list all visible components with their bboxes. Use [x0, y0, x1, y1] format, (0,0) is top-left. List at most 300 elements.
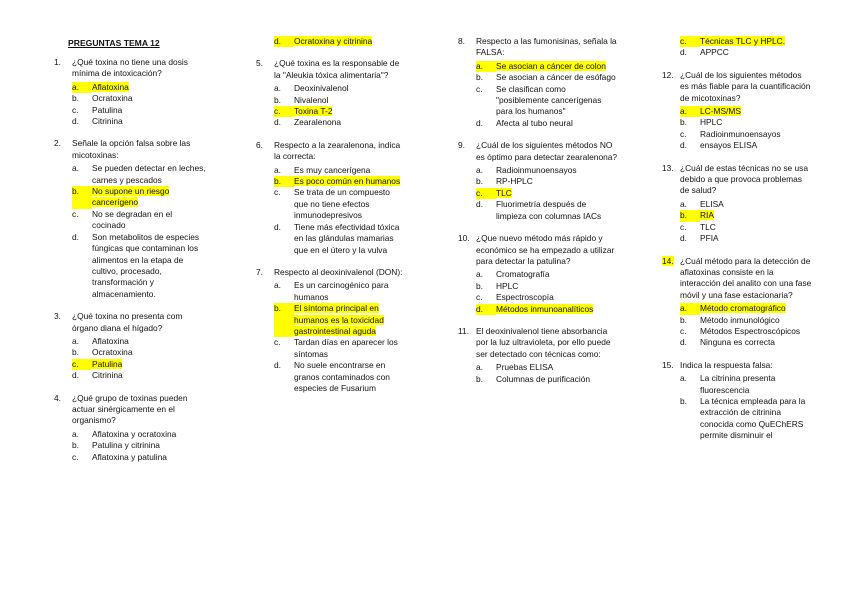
question-number-text: 11. [458, 325, 470, 336]
option-text [496, 118, 618, 129]
option-text [92, 82, 206, 93]
answer-option [54, 209, 206, 232]
option-text [700, 210, 812, 221]
answer-option [256, 360, 406, 394]
question [256, 58, 406, 81]
question-text: ¿Qué toxina es la responsable de la "Aleukia tóxica alimentaria"? [274, 58, 400, 80]
option-text [496, 374, 618, 385]
question-block [662, 360, 812, 442]
question-block [458, 36, 618, 129]
question-text: ¿Cuál de los siguientes métodos NO es óptimo para detectar zearalenona? [476, 140, 618, 162]
question [54, 393, 206, 427]
question-number [458, 233, 476, 267]
question-text: ¿Cuál de estas técnicas no se usa debido a que provoca problemas de salud? [680, 162, 809, 196]
question-number [54, 393, 72, 427]
option-list [458, 269, 618, 315]
option-text [294, 176, 406, 187]
option-text-content: La técnica empleada para la extracción de citrinina conocida como QuEChERS permite disminuir el [700, 395, 806, 441]
option-list [54, 163, 206, 300]
option-text-content: Se asocian a cáncer de colon [496, 60, 606, 71]
option-text-content: Método inmunológico [700, 314, 780, 325]
question-number [256, 140, 274, 163]
answer-option [54, 452, 206, 463]
question-number [256, 58, 274, 81]
option-letter: a. [476, 362, 483, 373]
question-text: Respecto a la zearalenona, indica la correcta: [274, 139, 401, 162]
answer-option [662, 315, 812, 326]
option-letter: c. [72, 451, 79, 462]
option-text-content: Son metabolitos de especies fúngicas que contaminan los alimentos en la etapa de cultivo, procesado, transformación y almacenamiento. [92, 231, 200, 299]
answer-option [458, 269, 618, 280]
answer-option [458, 281, 618, 292]
option-text-content: Pruebas ELISA [496, 362, 554, 373]
option-text [496, 188, 618, 199]
column-3 [458, 36, 618, 396]
option-text-content: No se degradan en el cocinado [92, 208, 173, 231]
question [458, 233, 618, 267]
answer-option [256, 280, 406, 303]
option-text-content: RP-HPLC [496, 176, 533, 187]
question [662, 70, 812, 104]
option-text [294, 106, 406, 117]
question [662, 163, 812, 197]
question-text: Respecto a las fumonisinas, señala la FALSA: [476, 36, 617, 58]
option-text [294, 187, 406, 221]
option-letter: a. [274, 280, 281, 291]
option-text-content: Ninguna es correcta [700, 337, 775, 348]
option-text [700, 315, 812, 326]
option-text [496, 61, 618, 72]
option-text-content: HPLC [700, 117, 723, 128]
answer-option [54, 429, 206, 440]
question-number-text: 5. [256, 58, 263, 69]
question-number [662, 360, 680, 371]
option-letter: c. [476, 188, 496, 199]
answer-option [662, 326, 812, 337]
question-number-text: 8. [458, 36, 465, 46]
option-list [256, 280, 406, 394]
option-letter: b. [72, 347, 79, 358]
option-list [256, 165, 406, 256]
question-block [662, 70, 812, 152]
option-text-content: Deoxinivalenol [294, 83, 349, 94]
question-number [54, 57, 72, 80]
option-list [662, 373, 812, 441]
option-letter: d. [476, 304, 496, 315]
option-letter: b. [274, 303, 294, 337]
answer-option [458, 362, 618, 373]
question-number [458, 36, 476, 59]
answer-option [54, 440, 206, 451]
option-text [92, 163, 206, 186]
option-text [496, 199, 618, 222]
option-text [700, 199, 812, 210]
option-text-content: Método cromatográfico [700, 303, 786, 314]
answer-option [662, 337, 812, 348]
option-letter: a. [680, 303, 700, 314]
answer-option [54, 347, 206, 358]
option-text [700, 233, 812, 244]
answer-option [458, 72, 618, 83]
option-text [700, 117, 812, 128]
option-text [294, 337, 406, 360]
option-text [496, 281, 618, 292]
question-text: ¿Qué toxina no tiene una dosis mínima de intoxicación? [72, 57, 188, 79]
option-text-content: Es poco común en humanos [294, 176, 401, 187]
option-text [496, 176, 618, 187]
option-letter: d. [274, 36, 294, 47]
option-text-content: Se asocian a cáncer de esófago [496, 72, 616, 83]
option-list [662, 199, 812, 245]
option-letter: b. [476, 72, 483, 83]
option-text-content: Patulina y citrinina [92, 440, 160, 451]
question [458, 326, 618, 360]
option-text [294, 117, 406, 128]
option-letter: a. [476, 165, 483, 176]
option-letter: d. [476, 117, 483, 128]
answer-option [256, 165, 406, 176]
option-text-content: APPCC [700, 47, 729, 58]
option-letter: b. [476, 280, 483, 291]
option-letter: b. [680, 117, 687, 128]
option-letter: c. [680, 325, 687, 336]
question [662, 360, 812, 371]
option-letter: d. [476, 199, 483, 210]
question-number-text: 2. [54, 138, 61, 149]
question-list [662, 70, 812, 442]
option-list [54, 82, 206, 128]
option-text-content: Fluorimetría después de limpieza con columnas IACs [496, 199, 602, 221]
option-text-content: Patulina [92, 104, 123, 115]
option-letter: c. [476, 292, 483, 303]
answer-option [256, 187, 406, 221]
option-letter: a. [72, 82, 92, 93]
option-list [54, 429, 206, 463]
option-letter: b. [72, 186, 92, 209]
option-text [92, 370, 206, 381]
column-2 [256, 36, 406, 405]
option-text-content: Radioinmunoensayos [700, 128, 781, 139]
option-text [92, 116, 206, 127]
option-text-content: Tardan días en aparecer los síntomas [294, 337, 398, 359]
option-letter: c. [72, 359, 92, 370]
option-text-content: PFIA [700, 233, 719, 244]
option-text [92, 347, 206, 358]
option-letter: d. [680, 47, 687, 58]
question-number-text: 7. [256, 266, 263, 277]
option-letter: d. [72, 116, 79, 127]
answer-option [662, 396, 812, 442]
option-text [92, 429, 206, 440]
question [256, 267, 406, 278]
option-text-content: La citrinina presenta fluorescencia [700, 373, 776, 395]
option-text-content: ensayos ELISA [700, 140, 758, 151]
question-number-text: 13. [662, 162, 674, 173]
question-number [662, 70, 680, 104]
option-text [294, 95, 406, 106]
option-text-content: Radioinmunoensayos [496, 165, 577, 176]
question-number [662, 256, 680, 302]
option-letter: b. [476, 373, 483, 384]
option-letter: a. [72, 428, 79, 439]
option-text [294, 165, 406, 176]
option-list [458, 61, 618, 129]
option-letter: b. [274, 94, 281, 105]
question-block [54, 57, 206, 127]
question-number-text: 3. [54, 311, 61, 322]
question [54, 138, 206, 161]
question-text: Respecto al deoxinivalenol (DON): [274, 266, 403, 277]
answer-option [662, 199, 812, 210]
answer-option [458, 118, 618, 129]
answer-option [458, 199, 618, 222]
answer-option [256, 303, 406, 337]
answer-option [54, 105, 206, 116]
option-letter: a. [72, 335, 79, 346]
option-letter: c. [274, 337, 281, 348]
option-text-content: Cromatografía [496, 269, 550, 280]
option-letter: b. [680, 210, 700, 221]
question-block [662, 163, 812, 245]
question-list [256, 58, 406, 394]
option-letter: c. [274, 106, 294, 117]
option-list [458, 362, 618, 385]
option-text [294, 280, 406, 303]
option-text-content: Nivalenol [294, 94, 329, 105]
option-text [700, 129, 812, 140]
option-text-content: Ocratoxina y citrinina [294, 36, 373, 46]
question-number-text: 12. [662, 69, 674, 80]
answer-option [54, 336, 206, 347]
question-text: ¿Qué grupo de toxinas pueden actuar sinérgicamente en el organismo? [72, 392, 188, 426]
question-block [458, 140, 618, 222]
option-text-content: Ocratoxina [92, 347, 133, 358]
option-text [700, 140, 812, 151]
option-letter: c. [274, 187, 281, 198]
option-text-content: Zearalenona [294, 117, 342, 128]
option-text [496, 362, 618, 373]
option-letter: c. [680, 221, 687, 232]
option-text [294, 303, 406, 337]
answer-option [458, 176, 618, 187]
option-letter: b. [72, 440, 79, 451]
answer-option [256, 337, 406, 360]
answer-option [256, 95, 406, 106]
option-letter: a. [72, 163, 79, 174]
option-letter: b. [476, 176, 483, 187]
question-number [54, 311, 72, 334]
option-text [700, 47, 812, 58]
answer-option [256, 117, 406, 128]
option-text-content: Tiene más efectividad tóxica en las glándulas mamarias que en el útero y la vulva [294, 221, 400, 255]
option-letter: a. [680, 373, 687, 384]
question-text: Indica la respuesta falsa: [680, 359, 773, 370]
option-list [54, 336, 206, 382]
question-block [458, 326, 618, 385]
option-text-content: Aflatoxina y ocratoxina [92, 428, 177, 439]
answer-option [662, 233, 812, 244]
option-text [92, 440, 206, 451]
answer-option [662, 117, 812, 128]
option-text [92, 452, 206, 463]
option-text-content: TLC [496, 187, 512, 198]
answer-option [662, 47, 812, 58]
option-text-content: Afecta al tubo neural [496, 117, 573, 128]
option-list [662, 303, 812, 349]
question-number-text: 6. [256, 139, 263, 150]
question-block [458, 233, 618, 315]
option-text [496, 304, 618, 315]
option-letter: d. [680, 233, 687, 244]
question-number [256, 267, 274, 278]
option-letter: d. [274, 360, 281, 371]
question-block [54, 393, 206, 463]
option-letter: d. [72, 231, 79, 242]
option-text [92, 93, 206, 104]
answer-option [54, 186, 206, 209]
option-text-content: Patulina [92, 358, 123, 369]
answer-option [662, 373, 812, 396]
question-number-text: 9. [458, 140, 465, 151]
answer-option [662, 140, 812, 151]
option-text [496, 72, 618, 83]
continued-options [256, 36, 406, 47]
option-text-content: Espectroscopía [496, 292, 554, 303]
option-text-content: HPLC [496, 280, 519, 291]
answer-option [662, 222, 812, 233]
option-text-content: ELISA [700, 198, 724, 209]
option-text [92, 336, 206, 347]
answer-option [256, 83, 406, 94]
option-letter: d. [72, 370, 79, 381]
question-block [54, 138, 206, 300]
option-list [256, 83, 406, 129]
answer-option [458, 61, 618, 72]
option-text [700, 36, 812, 47]
answer-option [458, 374, 618, 385]
option-text-content: TLC [700, 221, 716, 232]
option-text [700, 337, 812, 348]
question [458, 140, 618, 163]
option-list [458, 165, 618, 222]
option-text [496, 84, 618, 118]
question-number [54, 138, 72, 161]
question-number-text: 1. [54, 57, 61, 67]
answer-option [458, 292, 618, 303]
answer-option [662, 129, 812, 140]
question-number-text: 14. [662, 255, 674, 266]
option-text-content: Es un carcinogénico para humanos [294, 280, 389, 302]
answer-option [662, 303, 812, 314]
option-text [294, 222, 406, 256]
question-text: El deoxinivalenol tiene absorbancia por la luz ultravioleta, por ello puede ser detectado con técnicas como: [476, 325, 611, 359]
answer-option [458, 165, 618, 176]
option-letter: a. [680, 198, 687, 209]
option-letter: d. [274, 221, 281, 232]
option-text [700, 326, 812, 337]
option-letter: c. [680, 128, 687, 139]
question-number-text: 15. [662, 359, 674, 370]
option-text [700, 373, 812, 396]
question-text: ¿Cuál de los siguientes métodos es más fiable para la cuantificación de micotoxinas? [680, 69, 811, 103]
question-text: ¿Cuál método para la detección de aflatoxinas consiste en la interacción del analito con una fase móvil y una fase estacionaria? [680, 255, 812, 300]
option-text-content: Citrinina [92, 116, 123, 127]
option-text [294, 36, 406, 47]
option-letter: a. [476, 269, 483, 280]
option-text [92, 105, 206, 116]
question [458, 36, 618, 59]
option-letter: d. [680, 140, 687, 151]
option-text-content: Aflatoxina [92, 335, 129, 346]
answer-option [54, 370, 206, 381]
option-letter: c. [72, 208, 79, 219]
answer-option [256, 106, 406, 117]
option-text [700, 303, 812, 314]
option-letter: a. [274, 83, 281, 94]
option-text-content: Ocratoxina [92, 93, 133, 104]
option-letter: d. [274, 117, 281, 128]
answer-option [54, 116, 206, 127]
question-text: Señale la opción falsa sobre las micotoxinas: [72, 138, 191, 160]
option-letter: a. [476, 61, 496, 72]
option-letter: a. [274, 164, 281, 175]
option-text-content: Se pueden detectar en leches, carnes y pescados [92, 163, 206, 185]
option-text-content: Es muy cancerígena [294, 164, 371, 175]
option-text [496, 269, 618, 280]
option-text [92, 232, 206, 300]
document-title: PREGUNTAS TEMA 12 [68, 38, 160, 48]
answer-option [256, 222, 406, 256]
option-text-content: Columnas de purificación [496, 373, 591, 384]
answer-option [256, 176, 406, 187]
option-text-content: Se clasifican como "posiblemente cancerígenas para los humanos" [496, 83, 602, 117]
option-text-content: No supone un riesgo cancerígeno [92, 186, 170, 208]
answer-option [662, 106, 812, 117]
option-text-content: Citrinina [92, 370, 123, 381]
option-text-content: Métodos inmunoanalíticos [496, 303, 594, 314]
option-text [294, 83, 406, 94]
answer-option [54, 93, 206, 104]
question [256, 140, 406, 163]
option-letter: c. [680, 36, 700, 47]
question [54, 57, 206, 80]
option-text-content: Aflatoxina [92, 81, 129, 92]
question-list [54, 57, 206, 463]
question-number [458, 326, 476, 360]
question-block [256, 58, 406, 128]
question-block [662, 256, 812, 349]
question-number-text: 10. [458, 233, 470, 244]
question-text: ¿Qué toxina no presenta com órgano diana el hígado? [72, 311, 183, 333]
option-text-content: RIA [700, 210, 714, 221]
answer-option [458, 304, 618, 315]
option-text [496, 165, 618, 176]
column-1 [54, 36, 206, 474]
answer-option [54, 359, 206, 370]
option-text-content: Aflatoxina y patulina [92, 451, 167, 462]
question-number [662, 163, 680, 197]
option-letter: b. [274, 176, 294, 187]
column-4 [662, 36, 812, 453]
option-letter: b. [72, 93, 79, 104]
answer-option [662, 210, 812, 221]
option-letter: b. [680, 314, 687, 325]
question-number-text: 4. [54, 392, 61, 403]
answer-option [458, 84, 618, 118]
option-text-content: Se trata de un compuesto que no tiene efectos inmunodepresivos [294, 187, 390, 221]
question-text: ¿Que nuevo método más rápido y económico se ha empezado a utilizar para detectar la patulina? [476, 233, 615, 266]
option-text [700, 222, 812, 233]
